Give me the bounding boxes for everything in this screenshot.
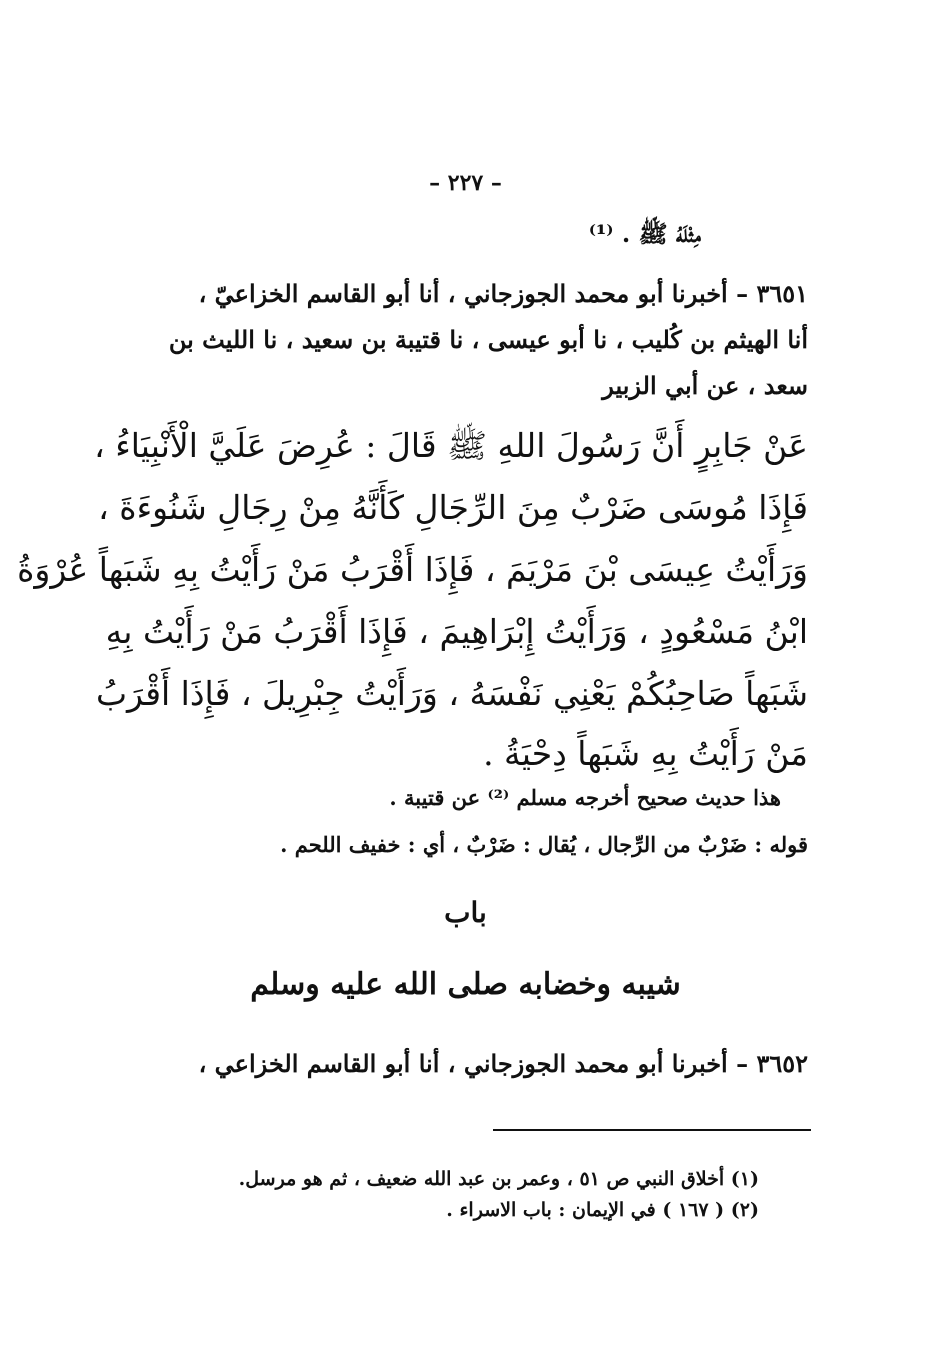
continuation-line: مِثْلَهُ ﷺ . ⁽¹⁾	[588, 219, 701, 248]
isnad-line: ٣٦٥٢ – أخبرنا أبو محمد الجوزجاني ، أنا أبو القاسم الخزاعي ،	[198, 1049, 808, 1078]
chapter-label: باب	[444, 896, 487, 929]
footnote-item: (٢) ( ١٦٧ ) في الإيمان : باب الاسراء .	[446, 1199, 759, 1221]
isnad-line: أنا الهيثم بن كُليب ، نا أبو عيسى ، نا قتيبة بن سعيد ، نا الليث بن	[168, 325, 808, 354]
footnote-divider	[493, 1129, 811, 1131]
matn-line: ابْنُ مَسْعُودٍ ، وَرَأَيْتُ إِبْرَاهِيمَ ، فَإِذَا أَقْرَبُ مَنْ رَأَيْتُ بِهِ	[105, 612, 808, 651]
page-number: – ٢٢٧ –	[429, 170, 502, 196]
matn-line: مَنْ رَأَيْتُ بِهِ شَبَهاً دِحْيَةُ .	[483, 734, 808, 773]
matn-line: وَرَأَيْتُ عِيسَى بْنَ مَرْيَمَ ، فَإِذَا أَقْرَبُ مَنْ رَأَيْتُ بِهِ شَبَهاً عُرْوَةُ	[17, 550, 808, 589]
isnad-line: ٣٦٥١ – أخبرنا أبو محمد الجوزجاني ، أنا أبو القاسم الخزاعيّ ،	[198, 279, 808, 308]
matn-line: عَنْ جَابِرٍ أَنَّ رَسُولَ اللهِ ﷺ قَالَ : عُرِضَ عَلَيَّ الْأَنْبِيَاءُ ،	[94, 426, 808, 465]
chapter-title: شيبه وخضابه صلى الله عليه وسلم	[250, 967, 681, 1002]
matn-line: فَإِذَا مُوسَى ضَرْبٌ مِنَ الرِّجَالِ كَأَنَّهُ مِنْ رِجَالِ شَنُوءَةَ ،	[98, 488, 808, 527]
grading-note: هذا حديث صحيح أخرجه مسلم ⁽²⁾ عن قتيبة .	[389, 785, 781, 810]
matn-line: شَبَهاً صَاحِبُكُمْ يَعْنِي نَفْسَهُ ، وَرَأَيْتُ جِبْرِيلَ ، فَإِذَا أَقْرَبُ	[95, 674, 808, 713]
footnote-item: (١) أخلاق النبي ص ٥١ ، وعمر بن عبد الله ضعيف ، ثم هو مرسل.	[238, 1168, 759, 1190]
isnad-line: سعد ، عن أبي الزبير	[602, 371, 808, 400]
gloss-note: قوله : ضَرْبٌ من الرِّجال ، يُقال : ضَرْبٌ ، أي : خفيف اللحم .	[280, 832, 808, 857]
